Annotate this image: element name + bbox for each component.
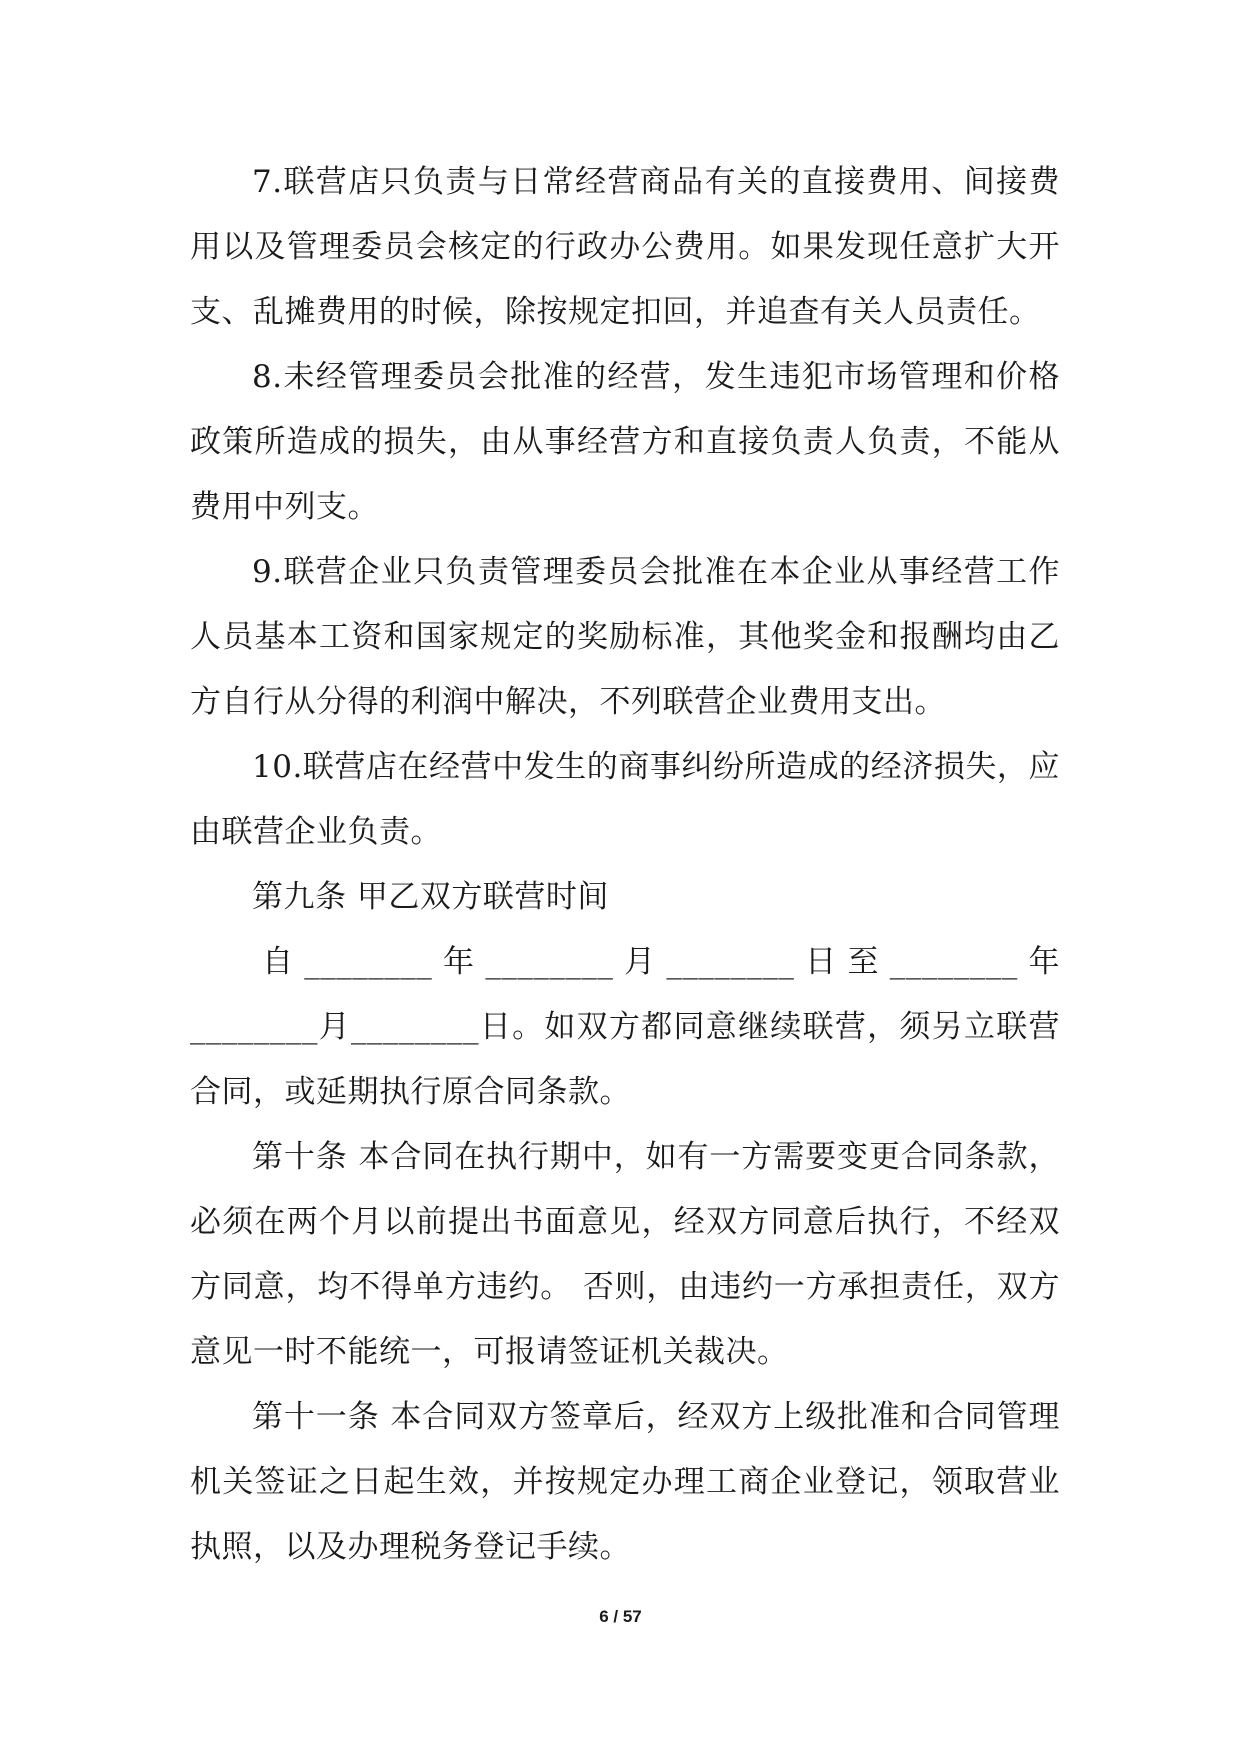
- clause-10-paragraph: 10.联营店在经营中发生的商事纠纷所造成的经济损失，应由联营企业负责。: [190, 749, 1060, 850]
- page-number: 6 / 57: [599, 1607, 642, 1626]
- article-9-heading: 第九条 甲乙双方联营时间: [252, 879, 609, 915]
- clause-8-paragraph: 8.未经管理委员会批准的经营，发生违犯市场管理和价格政策所造成的损失，由从事经营方和直接负责人负责，不能从费用中列支。: [190, 359, 1060, 525]
- article-9-term-paragraph: 自________年________月________日至________年________月________日。如双方都同意继续联营，须另立联营合同，或延期执行原合同条款。: [190, 944, 1060, 1110]
- clause-9-paragraph: 9.联营企业只负责管理委员会批准在本企业从事经营工作人员基本工资和国家规定的奖励标准，其他奖金和报酬均由乙方自行从分得的利润中解决，不列联营企业费用支出。: [190, 554, 1060, 720]
- article-11-paragraph: 第十一条 本合同双方签章后，经双方上级批准和合同管理机关签证之日起生效，并按规定办理工商企业登记，领取营业执照，以及办理税务登记手续。: [190, 1399, 1060, 1565]
- document-body: [190, 150, 1060, 1580]
- article-10-paragraph: 第十条 本合同在执行期中，如有一方需要变更合同条款，必须在两个月以前提出书面意见，经双方同意后执行，不经双方同意，均不得单方违约。 否则，由违约一方承担责任，双方意见一时不能统一，可报请签证机关裁决。: [190, 1139, 1060, 1370]
- clause-7-paragraph: 7.联营店只负责与日常经营商品有关的直接费用、间接费用以及管理委员会核定的行政办公费用。如果发现任意扩大开支、乱摊费用的时候，除按规定扣回，并追查有关人员责任。: [190, 164, 1060, 330]
